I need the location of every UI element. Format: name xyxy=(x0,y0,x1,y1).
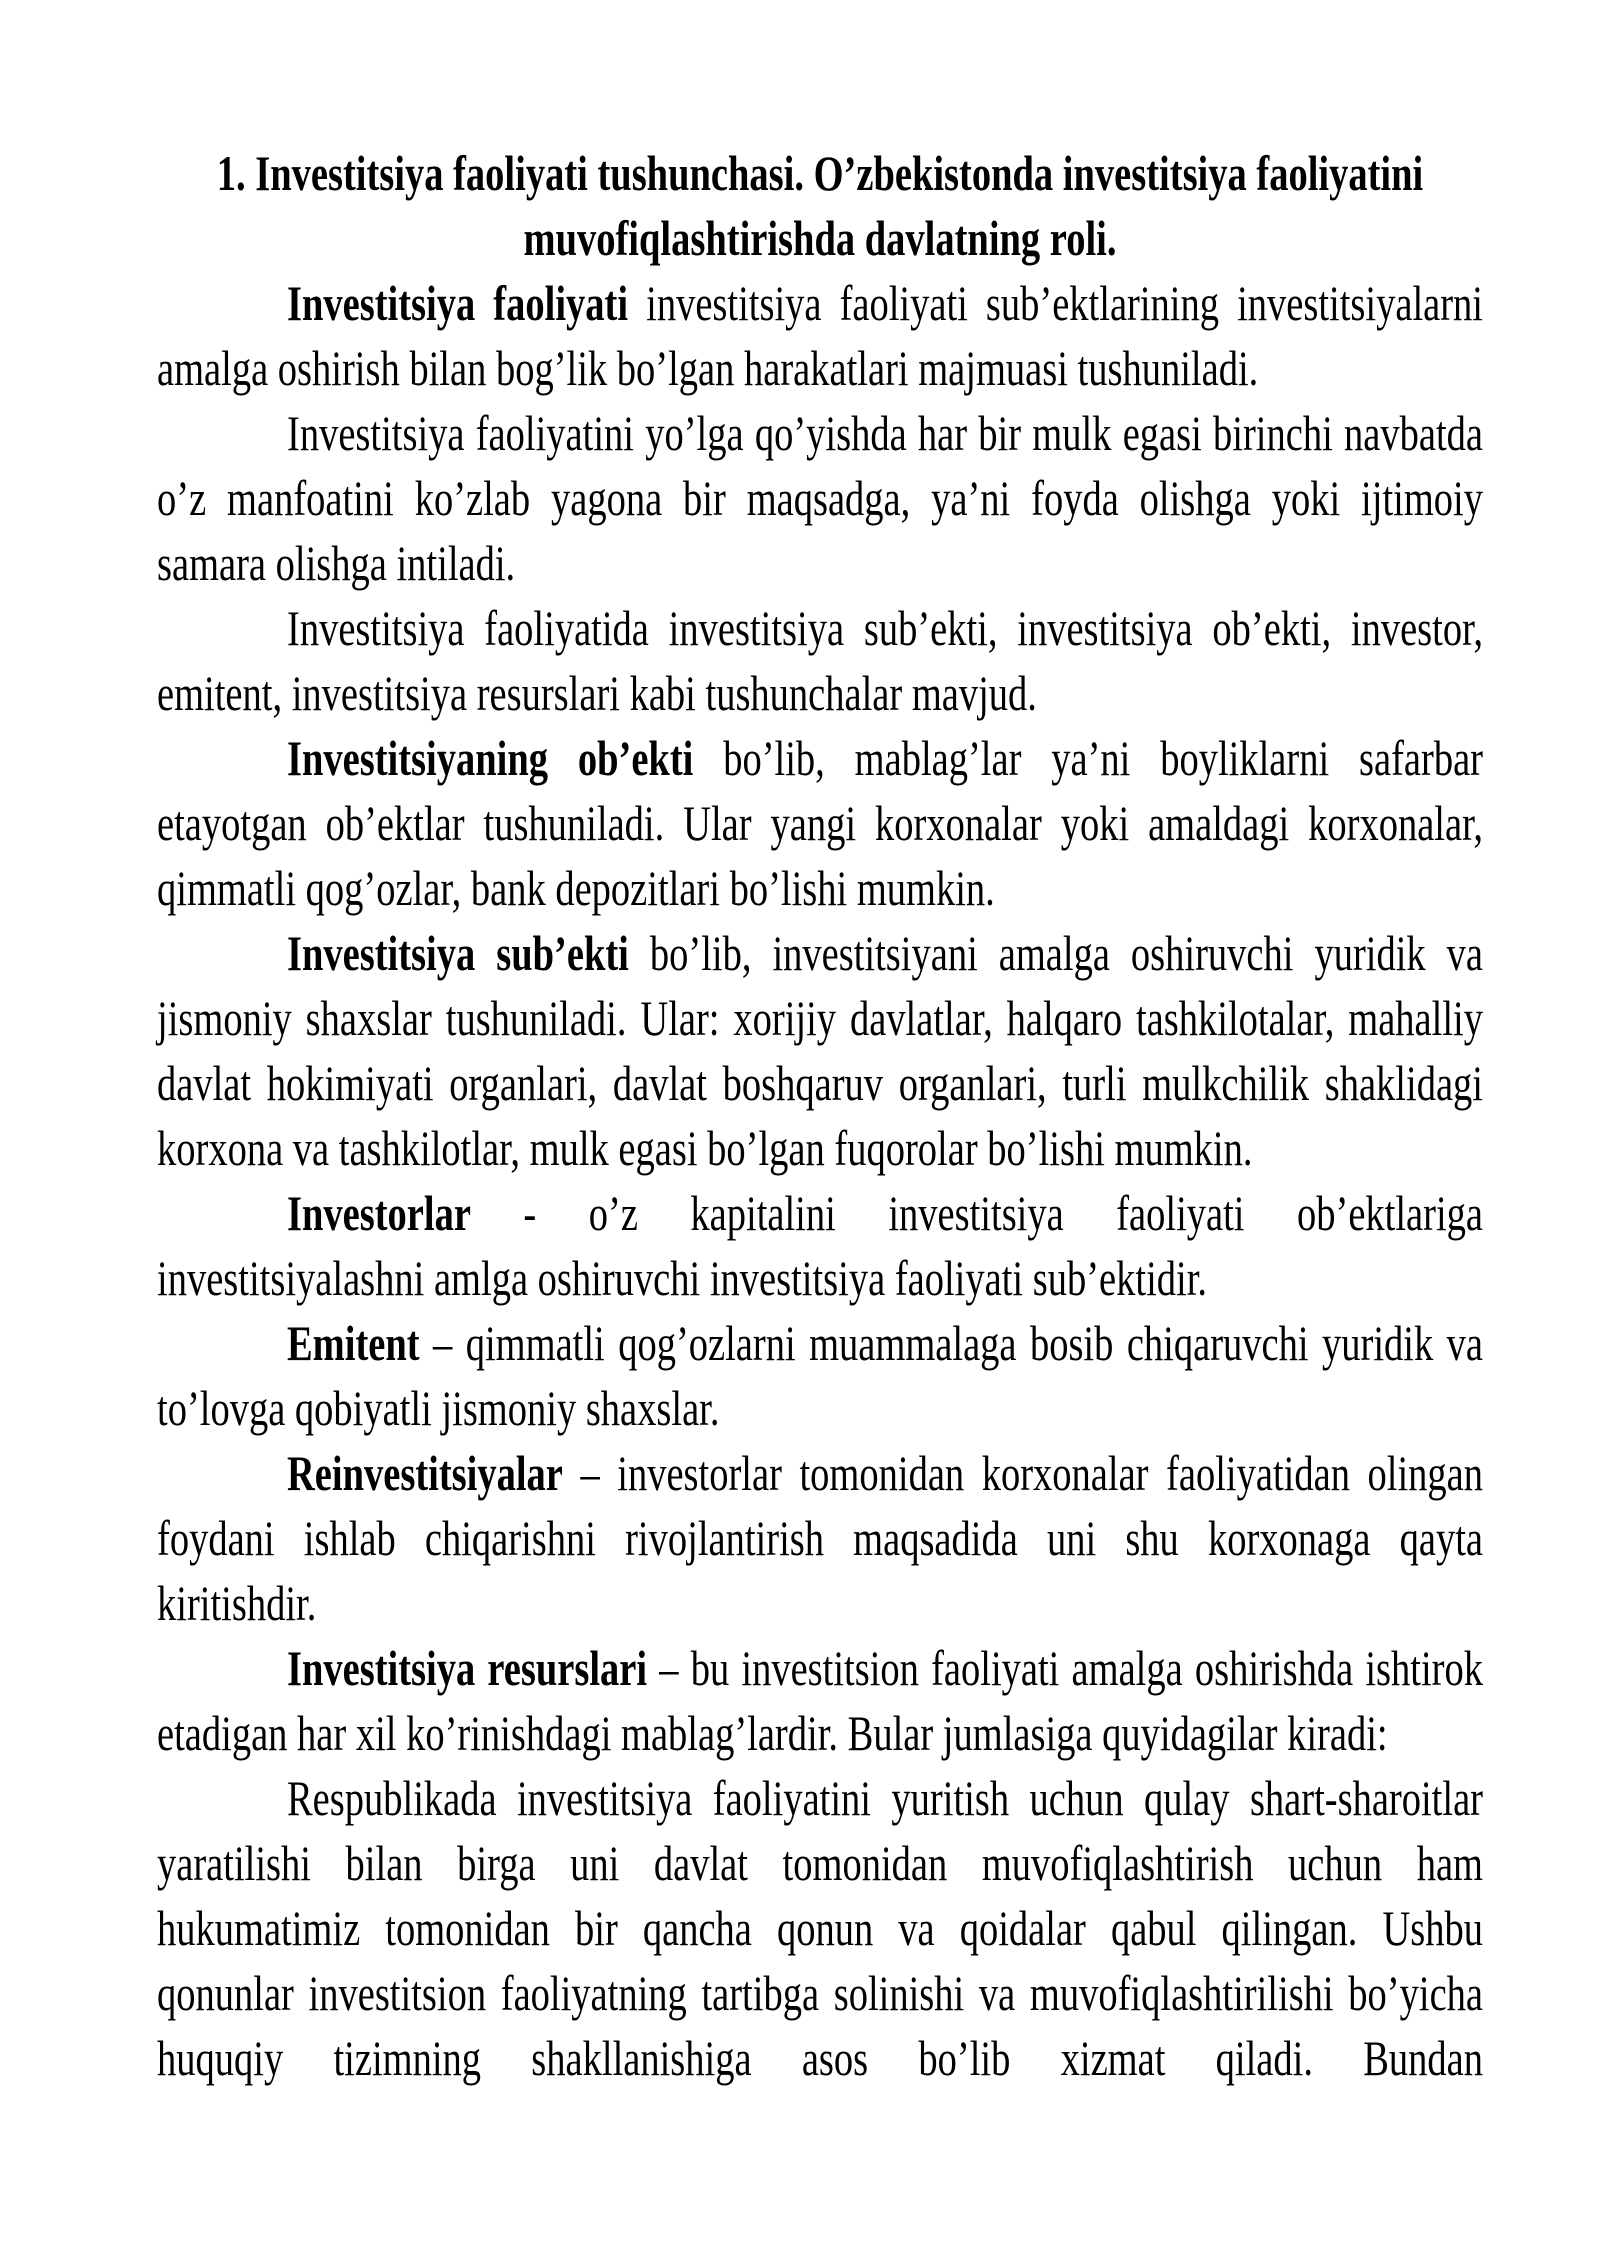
paragraph-lead: Emitent xyxy=(287,1317,420,1372)
paragraph-lead: Investitsiya faoliyati xyxy=(287,277,629,332)
paragraph-lead: Reinvestitsiyalar xyxy=(287,1447,563,1502)
title-line-1: 1. Investitsiya faoliyati tushunchasi. O’zbekistonda investitsiya faoliyatini xyxy=(216,147,1424,202)
paragraph: Investitsiya faoliyatini yo’lga qo’yishda har bir mulk egasi birinchi navbatda o’z manfoatini ko’zlab yagona bir maqsadga, ya’ni foyda olishga yoki ijtimoiy samara olishga intiladi. xyxy=(157,407,1483,592)
paragraph: Emitent – qimmatli qog’ozlarni muammalaga bosib chiqaruvchi yuridik va to’lovga qobiyatli jismoniy shaxslar. xyxy=(157,1317,1483,1437)
paragraph-lead: Investitsiya sub’ekti xyxy=(287,927,629,982)
paragraph: Investorlar - o’z kapitalini investitsiya faoliyati ob’ektlariga investitsiyalashni amlga oshiruvchi investitsiya faoliyati sub’ektidir. xyxy=(157,1187,1483,1307)
paragraph: Investitsiya sub’ekti bo’lib, investitsiyani amalga oshiruvchi yuridik va jismoniy shaxslar tushuniladi. Ular: xorijiy davlatlar, halqaro tashkilotalar, mahalliy davlat hokimiyati organlari, davlat boshqaruv organlari, turli mulkchilik shaklidagi korxona va tashkilotlar, mulk egasi bo’lgan fuqorolar bo’lishi mumkin. xyxy=(157,927,1483,1177)
document-content xyxy=(157,142,1483,2092)
paragraph-lead: Investorlar xyxy=(287,1187,471,1242)
document-body xyxy=(157,272,1483,2092)
paragraph: Investitsiya faoliyati investitsiya faoliyati sub’ektlarining investitsiyalarni amalga oshirish bilan bog’lik bo’lgan harakatlari majmuasi tushuniladi. xyxy=(157,277,1484,397)
paragraph-lead: Investitsiya resurslari xyxy=(287,1642,648,1697)
paragraph: Investitsiya faoliyatida investitsiya sub’ekti, investitsiya ob’ekti, investor, emitent, investitsiya resurslari kabi tushunchalar mavjud. xyxy=(157,602,1483,722)
title-line-2: muvofiqlashtirishda davlatning roli. xyxy=(523,212,1117,267)
paragraph: Reinvestitsiyalar – investorlar tomonidan korxonalar faoliyatidan olingan foydani ishlab chiqarishni rivojlantirish maqsadida uni shu korxonaga qayta kiritishdir. xyxy=(157,1447,1483,1632)
paragraph-continued: Respublikada investitsiya faoliyatini yuritish uchun qulay shart-sharoitlar yaratilishi bilan birga uni davlat tomonidan muvofiqlashtirish uchun ham hukumatimiz tomonidan bir qancha qonun va qoidalar qabul qilingan. Ushbu qonunlar investitsion faoliyatning tartibga solinishi va muvofiqlashtirilishi bo’yicha huquqiy tizimning shakllanishiga asos bo’lib xizmat qiladi. Bundan xyxy=(157,1772,1483,2087)
document-title xyxy=(157,142,1483,272)
paragraph: Investitsiya resurslari – bu investitsion faoliyati amalga oshirishda ishtirok etadigan har xil ko’rinishdagi mablag’lardir. Bular jumlasiga quyidagilar kiradi: xyxy=(157,1642,1483,1762)
paragraph: Investitsiyaning ob’ekti bo’lib, mablag’lar ya’ni boyliklarni safarbar etayotgan ob’ektlar tushuniladi. Ular yangi korxonalar yoki amaldagi korxonalar, qimmatli qog’ozlar, bank depozitlari bo’lishi mumkin. xyxy=(157,732,1483,917)
paragraph-lead: Investitsiyaning ob’ekti xyxy=(287,732,694,787)
